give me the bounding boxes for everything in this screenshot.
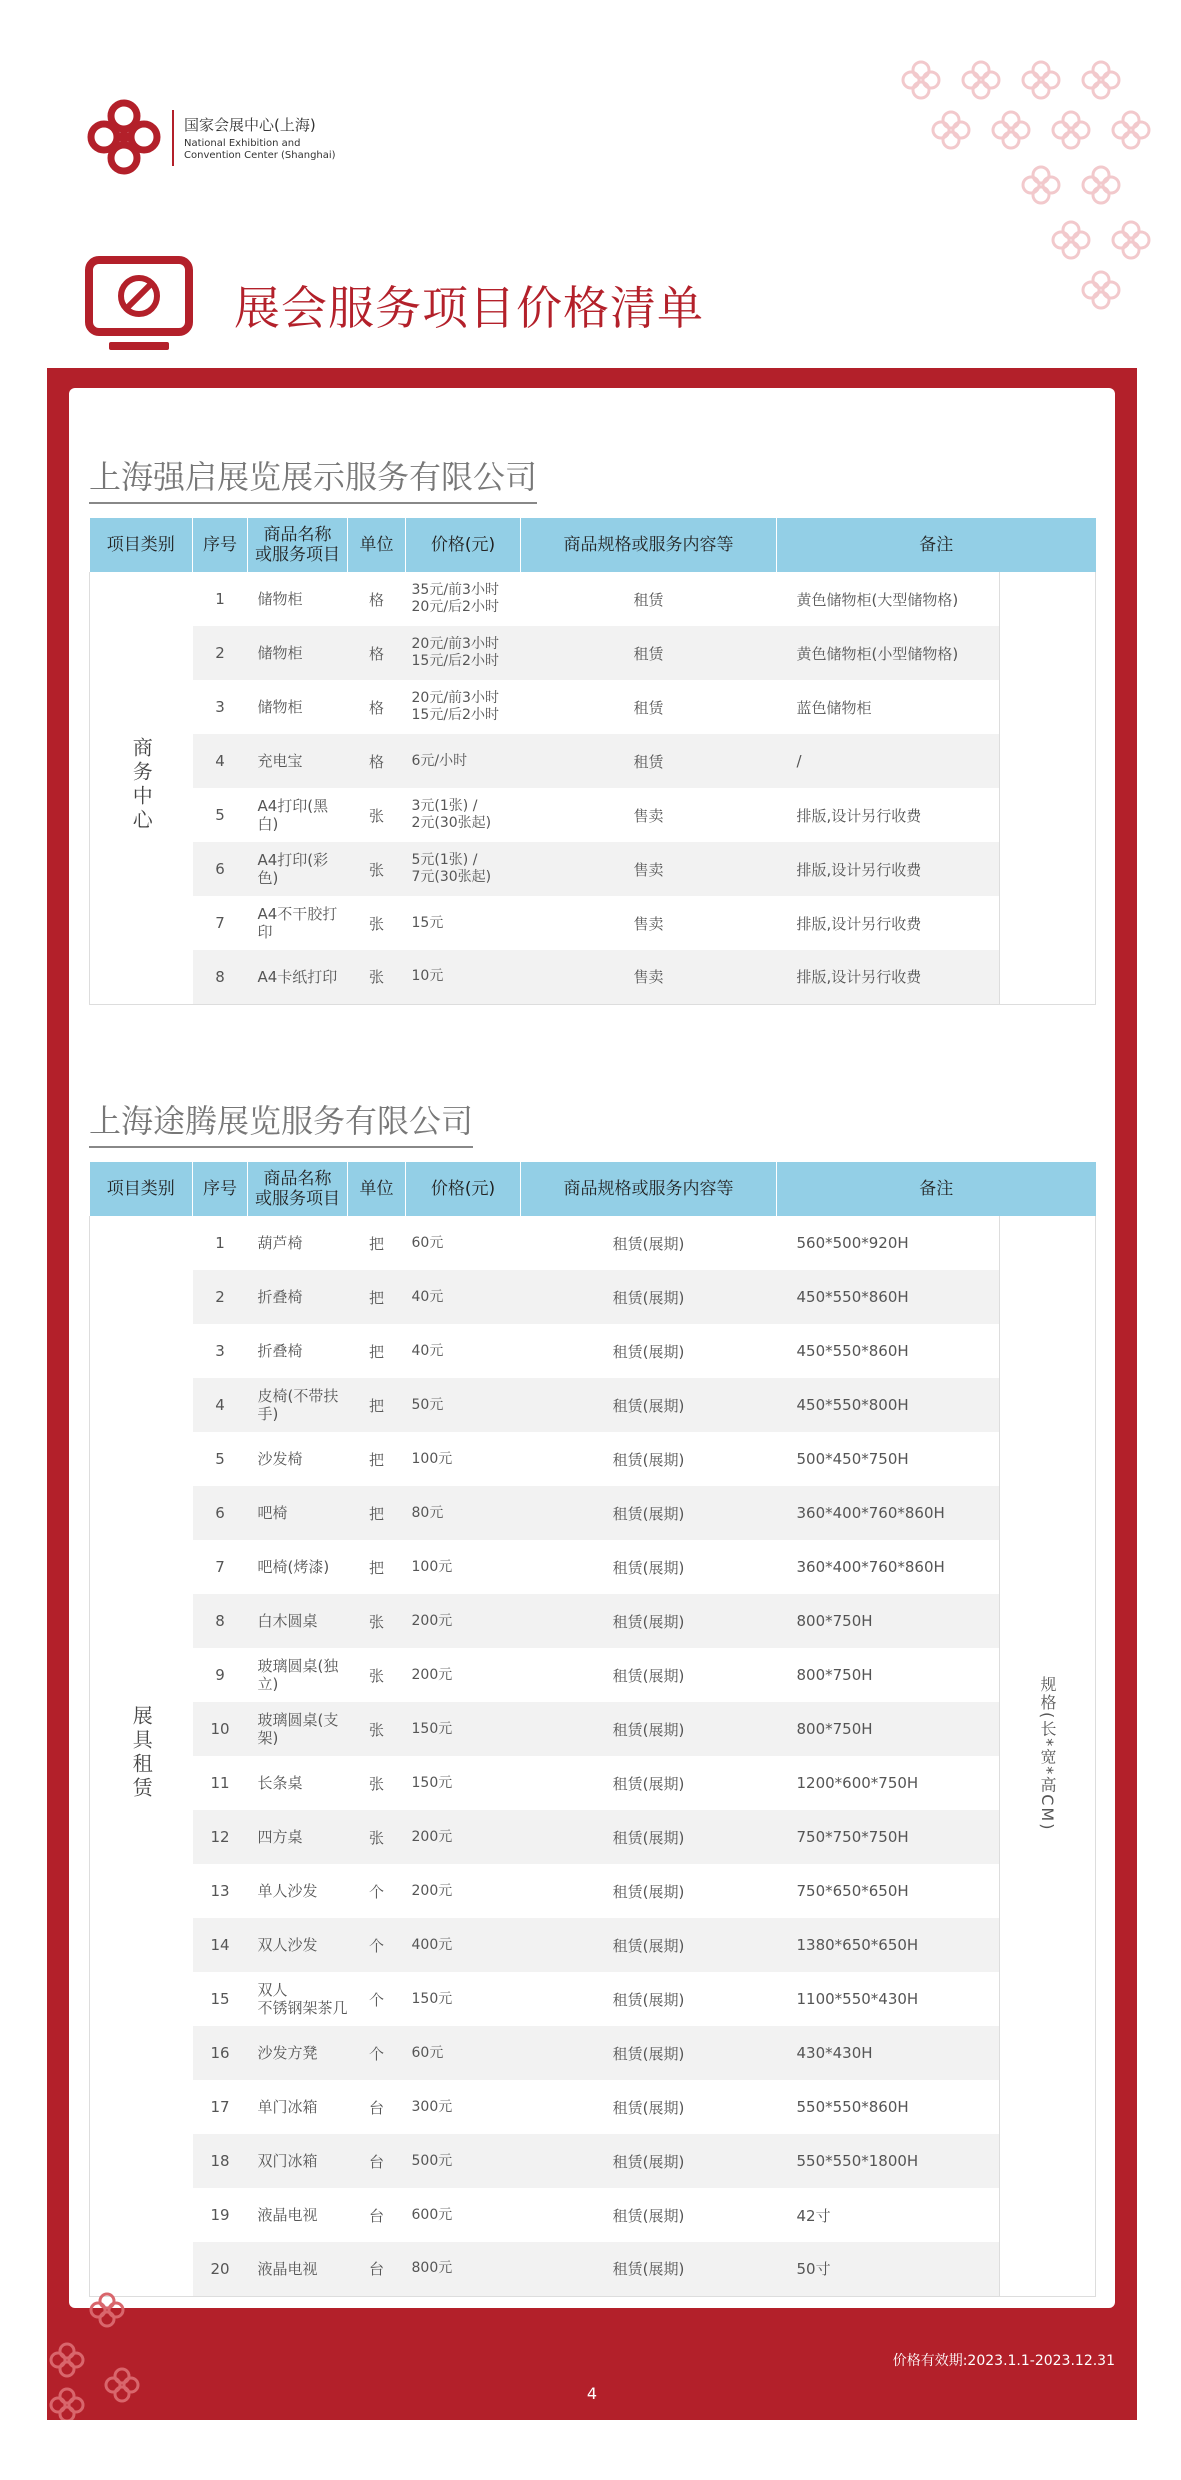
seq-cell: 1: [215, 1234, 225, 1252]
name-cell: 双人 不锈钢架茶几: [257, 1981, 348, 2017]
spec-cell: 售卖: [521, 950, 777, 1004]
price-cell: 200元: [406, 1810, 521, 1864]
note-cell: 1200*600*750H: [796, 1774, 919, 1792]
seq-cell: 8: [193, 950, 248, 1004]
remark-text: 规格(长*宽*高CM): [1038, 1676, 1057, 1832]
price-cell: 80元: [406, 1486, 521, 1540]
name-cell: 单门冰箱: [257, 2098, 318, 2116]
unit-cell: 把: [348, 1378, 406, 1432]
name-cell: 充电宝: [248, 734, 348, 788]
seq-cell: 20: [193, 2242, 248, 2296]
spec-cell: 租赁(展期): [521, 1702, 777, 1756]
spec-cell: 租赁(展期): [612, 2206, 685, 2225]
spec-cell: 租赁(展期): [521, 2134, 777, 2188]
note-cell: 360*400*760*860H: [777, 1486, 1000, 1540]
unit-cell: 台: [348, 2134, 406, 2188]
price-cell: 150元: [411, 1990, 453, 2007]
note-cell: 排版,设计另行收费: [796, 914, 922, 933]
seq-cell: 18: [193, 2134, 248, 2188]
note-cell: 800*750H: [796, 1666, 873, 1684]
seq-cell: 8: [193, 1594, 248, 1648]
seq-cell: 2: [193, 626, 248, 680]
price-cell: 200元: [411, 1882, 453, 1899]
spec-cell: 售卖: [521, 842, 777, 896]
seq-cell: 10: [193, 1702, 248, 1756]
table-row: [90, 2242, 1096, 2296]
seq-cell: 9: [215, 1666, 225, 1684]
name-cell: 玻璃圆桌(支架): [248, 1702, 348, 1756]
spec-cell: 租赁(展期): [521, 1918, 777, 1972]
col-name: 商品名称 或服务项目: [248, 518, 348, 572]
table-row: [90, 1486, 1096, 1540]
remark-cell: [1000, 1216, 1096, 2296]
price-cell: 50元: [406, 1378, 521, 1432]
unit-cell: 格: [368, 590, 384, 609]
logo-name-cn: 国家会展中心(上海): [184, 116, 316, 134]
seq-cell: 1: [215, 590, 225, 608]
note-cell: 750*750*750H: [777, 1810, 1000, 1864]
seq-cell: 11: [210, 1774, 230, 1792]
unit-cell: 台: [368, 2098, 384, 2117]
spec-cell: 租赁(展期): [521, 2026, 777, 2080]
seq-cell: 6: [193, 842, 248, 896]
unit-cell: 把: [348, 1270, 406, 1324]
logo-divider: [172, 110, 174, 166]
note-cell: 排版,设计另行收费: [796, 806, 922, 825]
seq-cell: 17: [210, 2098, 230, 2116]
unit-cell: 台: [368, 2206, 384, 2225]
seq-cell: 13: [210, 1882, 230, 1900]
table-row: [90, 734, 1096, 788]
unit-cell: 张: [368, 1774, 384, 1793]
seq-cell: 4: [193, 1378, 248, 1432]
seq-cell: 7: [215, 1558, 225, 1576]
note-cell: 排版,设计另行收费: [777, 842, 1000, 896]
table-row: [90, 1810, 1096, 1864]
note-cell: 560*500*920H: [796, 1234, 909, 1252]
seq-cell: 2: [193, 1270, 248, 1324]
price-cell: 600元: [411, 2206, 453, 2223]
note-cell: 800*750H: [777, 1594, 1000, 1648]
price-table-1: [89, 518, 1096, 1005]
note-cell: 50寸: [777, 2242, 1000, 2296]
note-cell: 450*550*860H: [777, 1270, 1000, 1324]
name-cell: 液晶电视: [257, 2206, 318, 2224]
note-cell: 黄色储物柜(大型储物格): [796, 590, 959, 609]
price-cell: 150元: [411, 1774, 453, 1791]
company-name-2: 上海途腾展览服务有限公司: [89, 1096, 473, 1148]
table-row: [90, 572, 1096, 626]
price-cell: 10元: [406, 950, 521, 1004]
seq-cell: 7: [215, 914, 225, 932]
table-row: [90, 1702, 1096, 1756]
spec-cell: 租赁(展期): [521, 1810, 777, 1864]
company-name-1: 上海强启展览展示服务有限公司: [89, 452, 537, 504]
table-row: [90, 842, 1096, 896]
name-cell: 储物柜: [257, 590, 303, 608]
unit-cell: 张: [368, 1666, 384, 1685]
unit-cell: 张: [368, 914, 384, 933]
note-cell: 750*650*650H: [796, 1882, 909, 1900]
col-price: 价格(元): [406, 1162, 521, 1216]
note-cell: 450*550*800H: [777, 1378, 1000, 1432]
name-cell: 储物柜: [257, 698, 303, 716]
price-cell: 5元(1张) / 7元(30张起): [406, 842, 521, 896]
note-cell: 450*550*860H: [796, 1342, 909, 1360]
col-price: 价格(元): [406, 518, 521, 572]
spec-cell: 租赁(展期): [612, 1234, 685, 1253]
price-cell: 40元: [406, 1270, 521, 1324]
page-title: 展会服务项目价格清单: [234, 281, 704, 335]
monitor-leaf-icon: [84, 256, 194, 356]
unit-cell: 个: [348, 1918, 406, 1972]
spec-cell: 租赁(展期): [521, 1378, 777, 1432]
validity-period: 价格有效期:2023.1.1-2023.12.31: [892, 2353, 1115, 2369]
table-row: [90, 896, 1096, 950]
logo: [84, 96, 384, 178]
spec-cell: 租赁(展期): [612, 1450, 685, 1469]
table-row: [90, 2134, 1096, 2188]
spec-cell: 租赁(展期): [612, 1666, 685, 1685]
name-cell: 皮椅(不带扶手): [248, 1378, 348, 1432]
name-cell: 玻璃圆桌(独立): [257, 1657, 339, 1693]
spec-cell: 租赁(展期): [612, 1990, 685, 2009]
col-spec: 商品规格或服务内容等: [521, 1162, 777, 1216]
table-row: [90, 1432, 1096, 1486]
spec-cell: 租赁(展期): [612, 1882, 685, 1901]
price-cell: 500元: [406, 2134, 521, 2188]
note-cell: 1380*650*650H: [777, 1918, 1000, 1972]
price-cell: 200元: [411, 1666, 453, 1683]
unit-cell: 张: [348, 1594, 406, 1648]
seq-cell: 6: [193, 1486, 248, 1540]
table-row: [90, 2026, 1096, 2080]
note-cell: /: [777, 734, 1000, 788]
spec-cell: 租赁: [633, 698, 664, 717]
note-cell: 360*400*760*860H: [796, 1558, 945, 1576]
unit-cell: 张: [368, 806, 384, 825]
seq-cell: 15: [210, 1990, 230, 2008]
name-cell: 液晶电视: [248, 2242, 348, 2296]
spec-cell: 售卖: [633, 914, 664, 933]
col-note: 备注: [777, 518, 1096, 572]
table-row: [90, 1270, 1096, 1324]
name-cell: 长条桌: [257, 1774, 303, 1792]
seq-cell: 19: [210, 2206, 230, 2224]
price-cell: 40元: [411, 1342, 444, 1359]
col-unit: 单位: [348, 1162, 406, 1216]
name-cell: 储物柜: [248, 626, 348, 680]
table-row: [90, 1864, 1096, 1918]
price-cell: 800元: [406, 2242, 521, 2296]
note-cell: 排版,设计另行收费: [777, 950, 1000, 1004]
col-name: 商品名称 或服务项目: [248, 1162, 348, 1216]
unit-cell: 个: [348, 2026, 406, 2080]
seq-cell: 14: [193, 1918, 248, 1972]
seq-cell: 5: [215, 806, 225, 824]
col-category: 项目类别: [90, 518, 193, 572]
unit-cell: 把: [348, 1486, 406, 1540]
unit-cell: 把: [368, 1234, 384, 1253]
name-cell: 双门冰箱: [248, 2134, 348, 2188]
price-cell: 3元(1张) / 2元(30张起): [411, 798, 492, 831]
price-cell: 20元/前3小时 15元/后2小时: [411, 690, 499, 723]
price-table-2: [89, 1162, 1096, 2297]
unit-cell: 把: [368, 1450, 384, 1469]
name-cell: 折叠椅: [248, 1270, 348, 1324]
spec-cell: 租赁(展期): [521, 1594, 777, 1648]
table-row: [90, 1648, 1096, 1702]
col-seq: 序号: [193, 1162, 248, 1216]
spec-cell: 租赁: [521, 734, 777, 788]
name-cell: 吧椅(烤漆): [257, 1558, 330, 1576]
category-cell: 展具租赁: [90, 1216, 193, 2296]
table-row: [90, 1216, 1096, 1270]
seq-cell: 3: [215, 698, 225, 716]
price-cell: 200元: [406, 1594, 521, 1648]
price-cell: 35元/前3小时 20元/后2小时: [411, 582, 499, 615]
price-cell: 20元/前3小时 15元/后2小时: [406, 626, 521, 680]
note-cell: 1100*550*430H: [796, 1990, 919, 2008]
col-note: 备注: [777, 1162, 1096, 1216]
unit-cell: 把: [368, 1558, 384, 1577]
spec-cell: 租赁(展期): [612, 1342, 685, 1361]
name-cell: 双人沙发: [248, 1918, 348, 1972]
name-cell: 白木圆桌: [248, 1594, 348, 1648]
name-cell: A4不干胶打印: [257, 905, 338, 941]
note-cell: 800*750H: [777, 1702, 1000, 1756]
table-row: [90, 1594, 1096, 1648]
price-cell: 300元: [411, 2098, 453, 2115]
content-panel: [69, 388, 1115, 2308]
name-cell: 四方桌: [248, 1810, 348, 1864]
unit-cell: 张: [348, 950, 406, 1004]
note-cell: 蓝色储物柜: [796, 698, 872, 717]
table-row: [90, 680, 1096, 734]
table-header-row: [90, 1162, 1096, 1216]
name-cell: A4卡纸打印: [248, 950, 348, 1004]
table-row: [90, 950, 1096, 1004]
spec-cell: 租赁: [633, 590, 664, 609]
note-cell: 500*450*750H: [796, 1450, 909, 1468]
spec-cell: 租赁(展期): [612, 1558, 685, 1577]
table-row: [90, 1972, 1096, 2026]
red-frame: [47, 368, 1137, 2420]
unit-cell: 格: [368, 698, 384, 717]
table-row: [90, 2188, 1096, 2242]
note-cell: 42寸: [796, 2206, 831, 2225]
seq-cell: 4: [193, 734, 248, 788]
name-cell: 折叠椅: [257, 1342, 303, 1360]
seq-cell: 12: [193, 1810, 248, 1864]
name-cell: 沙发椅: [257, 1450, 303, 1468]
seq-cell: 3: [215, 1342, 225, 1360]
seq-cell: 16: [193, 2026, 248, 2080]
col-category: 项目类别: [90, 1162, 193, 1216]
table-header-row: [90, 518, 1096, 572]
unit-cell: 个: [368, 1882, 384, 1901]
table-row: [90, 1378, 1096, 1432]
name-cell: 吧椅: [248, 1486, 348, 1540]
name-cell: 单人沙发: [257, 1882, 318, 1900]
remark-cell: [1000, 572, 1096, 1004]
table-row: [90, 626, 1096, 680]
table-row: [90, 788, 1096, 842]
unit-cell: 张: [348, 1810, 406, 1864]
col-unit: 单位: [348, 518, 406, 572]
category-cell: 商务中心: [90, 572, 193, 1004]
name-cell: 葫芦椅: [257, 1234, 303, 1252]
name-cell: 沙发方凳: [248, 2026, 348, 2080]
note-cell: 550*550*1800H: [777, 2134, 1000, 2188]
table-row: [90, 2080, 1096, 2134]
unit-cell: 台: [348, 2242, 406, 2296]
unit-cell: 张: [348, 842, 406, 896]
spec-cell: 租赁(展期): [612, 1774, 685, 1793]
name-cell: A4打印(黑白): [257, 797, 329, 833]
spec-cell: 租赁(展期): [521, 1486, 777, 1540]
table-row: [90, 1756, 1096, 1810]
unit-cell: 格: [348, 626, 406, 680]
name-cell: A4打印(彩色): [248, 842, 348, 896]
price-cell: 6元/小时: [406, 734, 521, 788]
table-row: [90, 1918, 1096, 1972]
unit-cell: 格: [348, 734, 406, 788]
price-cell: 100元: [411, 1450, 453, 1467]
spec-cell: 租赁(展期): [521, 2242, 777, 2296]
spec-cell: 租赁(展期): [521, 1270, 777, 1324]
table-row: [90, 1540, 1096, 1594]
col-spec: 商品规格或服务内容等: [521, 518, 777, 572]
unit-cell: 张: [348, 1702, 406, 1756]
spec-cell: 售卖: [633, 806, 664, 825]
unit-cell: 个: [368, 1990, 384, 2009]
price-cell: 100元: [411, 1558, 453, 1575]
decorative-pattern-icon: [891, 50, 1161, 310]
flower-logo-icon: [84, 96, 164, 178]
price-cell: 150元: [406, 1702, 521, 1756]
unit-cell: 把: [368, 1342, 384, 1361]
spec-cell: 租赁: [521, 626, 777, 680]
logo-name-en: National Exhibition and Convention Center (Shanghai): [184, 138, 336, 161]
price-cell: 60元: [411, 1234, 444, 1251]
seq-cell: 5: [215, 1450, 225, 1468]
price-cell: 15元: [411, 914, 444, 931]
col-seq: 序号: [193, 518, 248, 572]
page-number: 4: [586, 2384, 598, 2403]
spec-cell: 租赁(展期): [612, 2098, 685, 2117]
price-cell: 400元: [406, 1918, 521, 1972]
note-cell: 430*430H: [777, 2026, 1000, 2080]
note-cell: 550*550*860H: [796, 2098, 909, 2116]
table-row: [90, 1324, 1096, 1378]
price-cell: 60元: [406, 2026, 521, 2080]
note-cell: 黄色储物柜(小型储物格): [777, 626, 1000, 680]
